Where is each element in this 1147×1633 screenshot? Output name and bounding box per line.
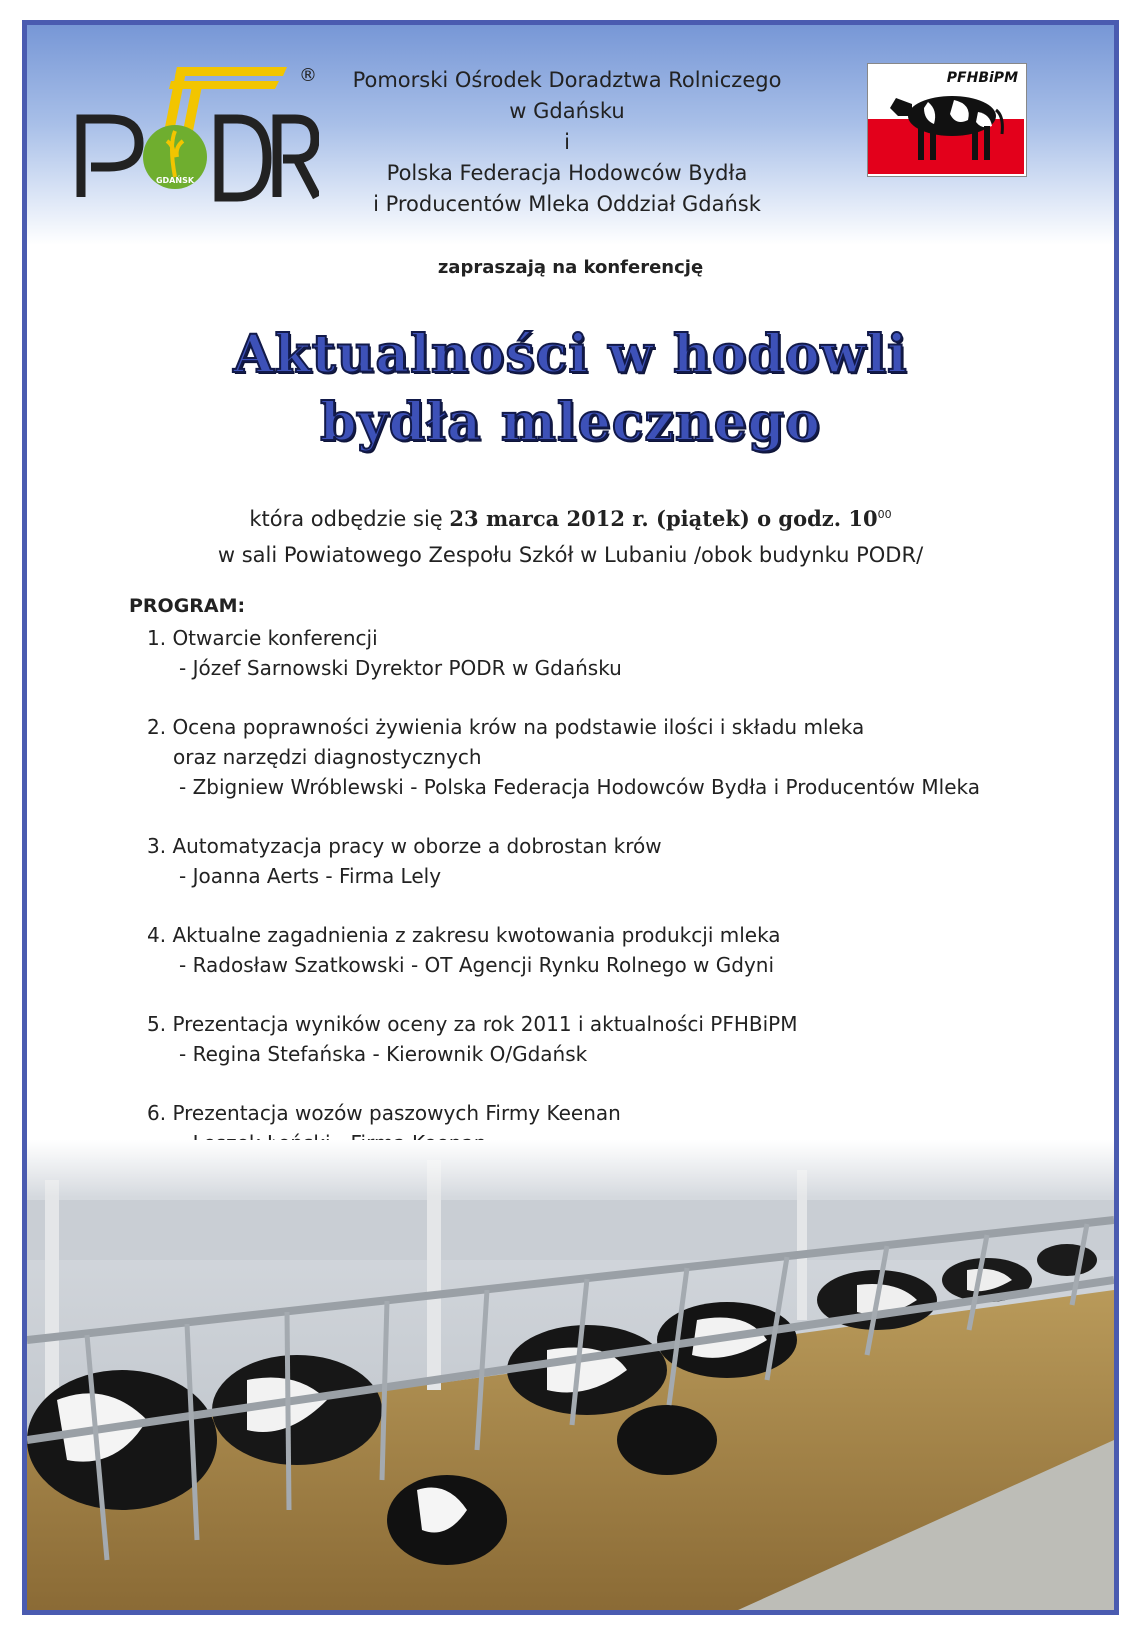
event-date-line (27, 501, 1114, 537)
program-item-speaker: - Regina Stefańska - Kierownik O/Gdańsk (179, 1042, 588, 1066)
title-line: Aktualności w hodowli (233, 324, 908, 385)
program-item-title-cont: oraz narzędzi diagnostycznych (173, 745, 482, 769)
program-item-speaker: - Joanna Aerts - Firma Lely (179, 864, 442, 888)
org-line: Polska Federacja Hodowców Bydła (386, 161, 748, 185)
org-line: Pomorski Ośrodek Doradztwa Rolniczego (352, 68, 782, 92)
pfhbipm-logo (867, 63, 1027, 177)
program (129, 595, 1049, 1187)
event-location: w sali Powiatowego Zespołu Szkół w Lubaniu /obok budynku PODR/ (217, 543, 924, 567)
program-item-title: 1. Otwarcie konferencji (147, 626, 378, 650)
program-item-speaker: - Józef Sarnowski Dyrektor PODR w Gdańsku (179, 656, 622, 680)
program-heading: PROGRAM: (129, 595, 246, 617)
program-item (147, 831, 1049, 891)
pfhbipm-label: PFHBiPM (946, 70, 1018, 86)
event-date: 23 marca 2012 r. (piątek) o godz. 10 (449, 506, 878, 531)
org-line: i Producentów Mleka Oddział Gdańsk (373, 192, 761, 216)
program-item (147, 712, 1049, 802)
org-line: i (564, 130, 570, 154)
org-line: w Gdańsku (509, 99, 625, 123)
organizers (327, 65, 807, 220)
program-item-speaker: - Zbigniew Wróblewski - Polska Federacja Hodowców Bydła i Producentów Mleka (179, 775, 980, 799)
poster-frame (22, 20, 1119, 1615)
registered-mark: ® (299, 65, 317, 86)
program-item-title: 6. Prezentacja wozów paszowych Firmy Keenan (147, 1101, 621, 1125)
program-item (147, 920, 1049, 980)
program-item-title: 2. Ocena poprawności żywienia krów na podstawie ilości i składu mleka (147, 715, 865, 739)
program-item-title: 5. Prezentacja wyników oceny za rok 2011 i aktualności PFHBiPM (147, 1012, 798, 1036)
logo-badge: GDAŃSK (155, 176, 195, 185)
program-item-title: 3. Automatyzacja pracy w oborze a dobrostan krów (147, 834, 662, 858)
podr-logo (69, 57, 319, 207)
invite-text: zapraszają na konferencję (437, 257, 704, 278)
barn-photo (27, 1140, 1114, 1615)
title-line: bydła mlecznego (320, 392, 821, 453)
program-item-speaker: - Radosław Szatkowski - OT Agencji Rynku Rolnego w Gdyni (179, 953, 775, 977)
event-time-sup: 00 (877, 508, 892, 521)
program-item (147, 623, 1049, 683)
program-item-title: 4. Aktualne zagadnienia z zakresu kwotowania produkcji mleka (147, 923, 781, 947)
event-details (27, 501, 1114, 573)
program-item (147, 1009, 1049, 1069)
conference-title (27, 321, 1114, 457)
event-intro: która odbędzie się (249, 507, 450, 531)
